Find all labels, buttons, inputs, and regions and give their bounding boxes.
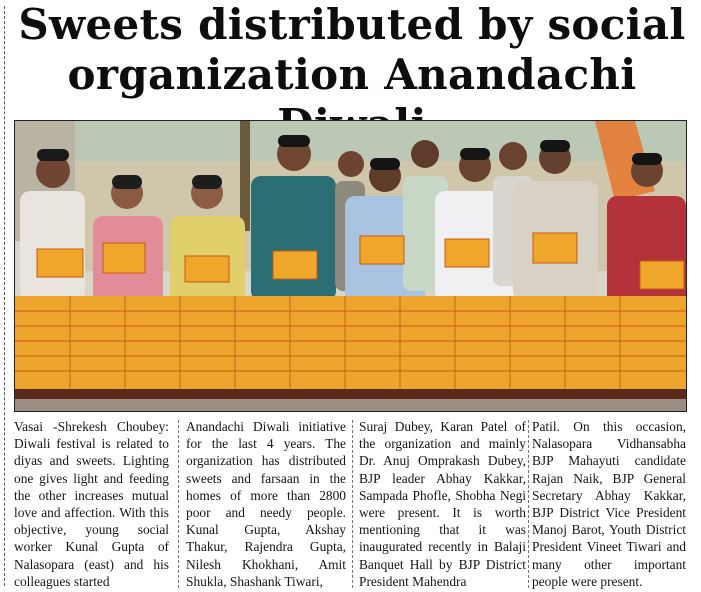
headline-line-1: Sweets distributed by social [18,0,686,49]
left-dashed-rule [4,6,6,586]
article-column-4: Patil. On this occasion, Nalasopara Vidhansabha BJP Mahayuti candidate Rajan Naik, BJP General Secretary Abhay Kakkar, BJP District Vice President Manoj Barot, Youth District President Vineet Tiwari and many other important people were present. [532,419,686,589]
article-body [14,418,686,590]
column-separator [352,420,354,588]
column-separator [528,420,530,588]
headline-line-2: organization Anandachi [67,50,637,99]
article-column-3: Suraj Dubey, Karan Patel of the organization and mainly Dr. Anuj Omprakash Dubey, BJP leader Abhay Kakkar, Sampada Phofle, Shobha Negi were present. It is worth mentioning that it was inaugurated recently in Balaji Banquet Hall by BJP District President Mahendra [359,419,526,589]
photo-tree-trunk [240,121,250,231]
group-photo-illustration [15,121,686,411]
floor [15,399,686,411]
column-separator [178,420,180,588]
article-column-2: Anandachi Diwali initiative for the last 4 years. The organization has distributed sweets and farsaan in the homes of more than 2800 poor and needy people. Kunal Gupta, Akshay Thakur, Rajendra Gupta, Nilesh Khokhani, Amit Shukla, Shashank Tiwari, [186,419,346,589]
table-edge [15,389,686,399]
article-column-1: Vasai -Shrekesh Choubey: Diwali festival is related to diyas and sweets. Lighting one gives light and feeding the other increases mutual love and affection. With this objective, young social worker Kunal Gupta of Nalasopara (east) and his colleagues started [14,419,169,589]
box-stack-base [15,296,686,391]
news-photo [14,120,687,412]
